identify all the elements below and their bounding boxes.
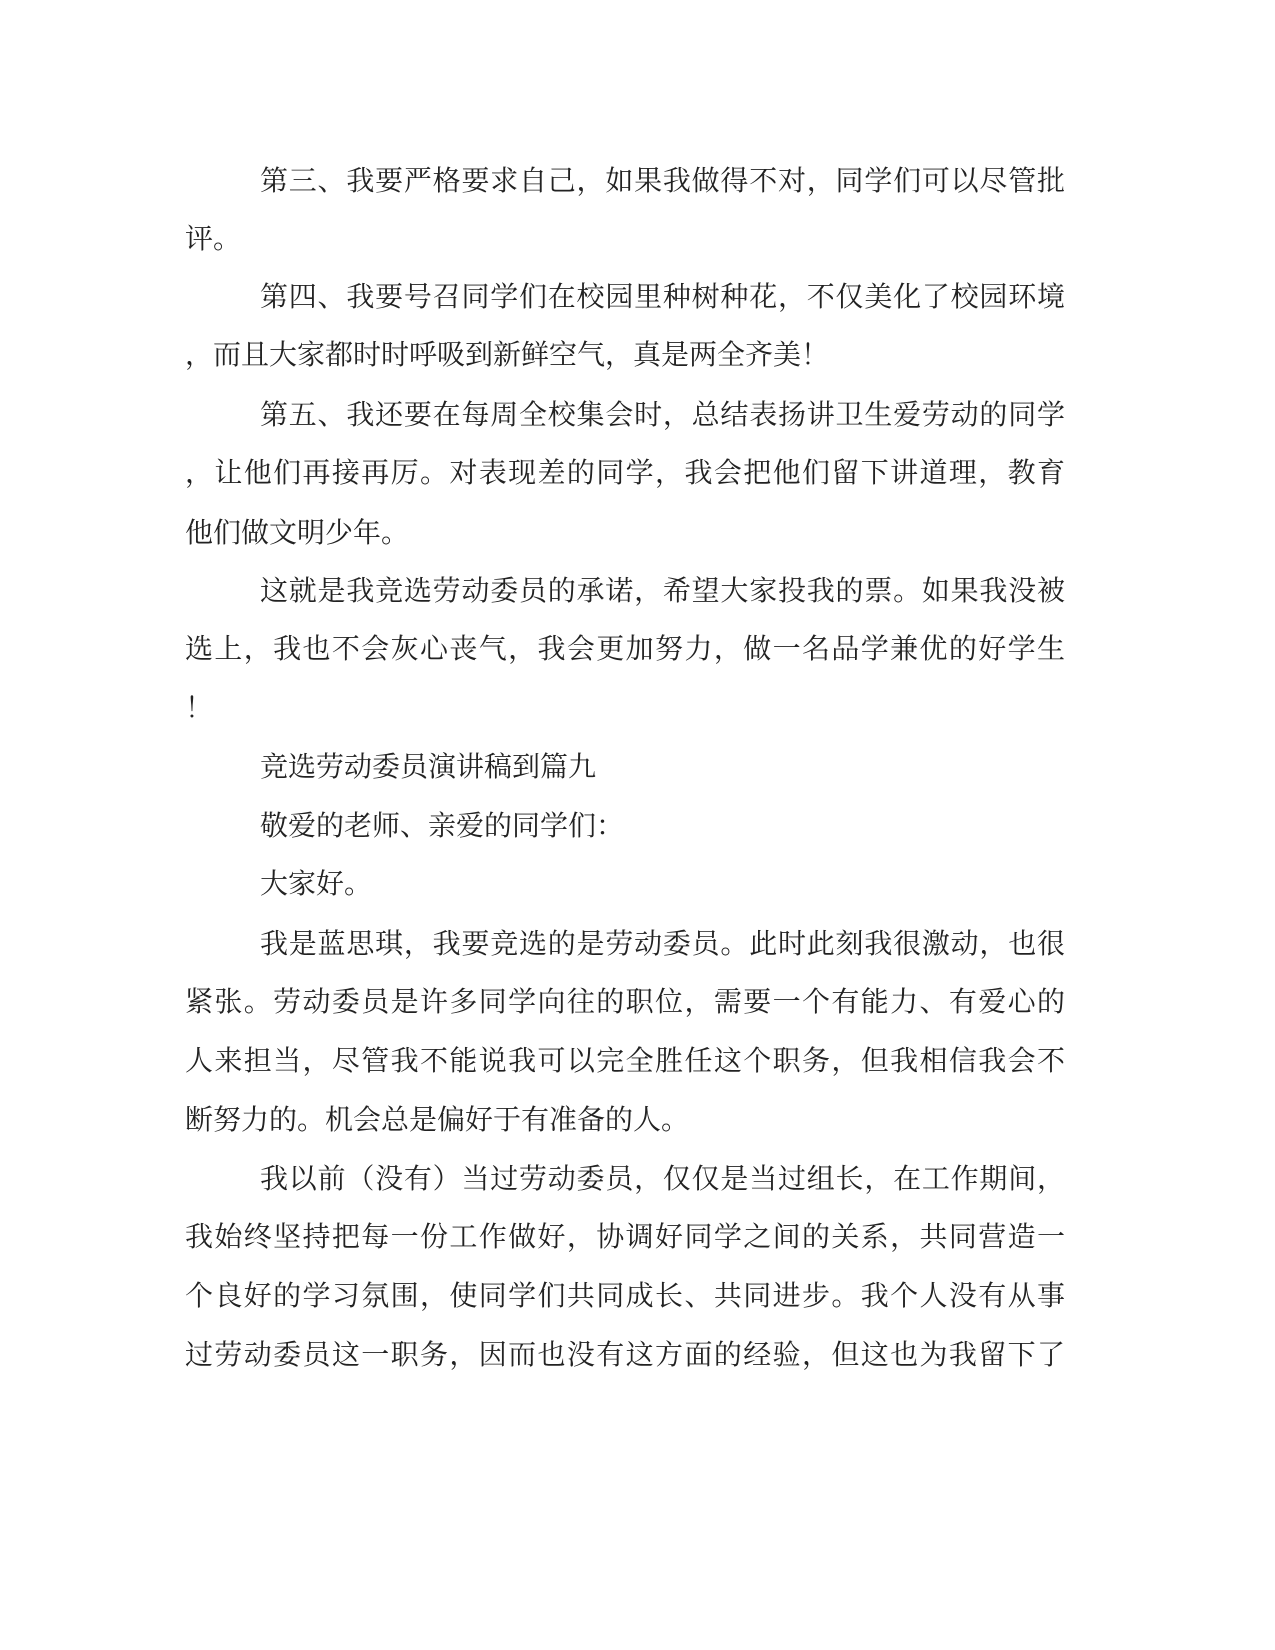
text-line: 人来担当，尽管我不能说我可以完全胜任这个职务，但我相信我会不 <box>185 1044 1065 1077</box>
text-line: 个良好的学习氛围，使同学们共同成长、共同进步。我个人没有从事 <box>185 1279 1065 1312</box>
text-line: ！ <box>185 691 214 724</box>
text-line: 紧张。劳动委员是许多同学向往的职位，需要一个有能力、有爱心的 <box>185 985 1065 1018</box>
text-line: ，而且大家都时时呼吸到新鲜空气，真是两全齐美！ <box>185 338 830 371</box>
greeting: 大家好。 <box>260 867 373 900</box>
section-heading: 竞选劳动委员演讲稿到篇九 <box>260 750 597 783</box>
text-line: 第五、我还要在每周全校集会时，总结表扬讲卫生爱劳动的同学 <box>260 398 1065 431</box>
text-line: 过劳动委员这一职务，因而也没有这方面的经验，但这也为我留下了 <box>185 1338 1065 1371</box>
text-line: 我以前（没有）当过劳动委员，仅仅是当过组长，在工作期间， <box>260 1162 1065 1195</box>
salutation: 敬爱的老师、亲爱的同学们： <box>260 809 625 842</box>
text-line: 断努力的。机会总是偏好于有准备的人。 <box>185 1103 690 1136</box>
text-line: 第四、我要号召同学们在校园里种树种花，不仅美化了校园环境 <box>260 280 1065 313</box>
text-line: 评。 <box>185 222 242 255</box>
text-line: 他们做文明少年。 <box>185 516 410 549</box>
text-line: 我始终坚持把每一份工作做好，协调好同学之间的关系，共同营造一 <box>185 1220 1065 1253</box>
text-line: ，让他们再接再厉。对表现差的同学，我会把他们留下讲道理，教育 <box>185 456 1065 489</box>
text-line: 我是蓝思琪，我要竞选的是劳动委员。此时此刻我很激动，也很 <box>260 927 1065 960</box>
text-line: 第三、我要严格要求自己，如果我做得不对，同学们可以尽管批 <box>260 164 1065 197</box>
text-line: 选上，我也不会灰心丧气，我会更加努力，做一名品学兼优的好学生 <box>185 632 1065 665</box>
text-line: 这就是我竞选劳动委员的承诺，希望大家投我的票。如果我没被 <box>260 574 1065 607</box>
